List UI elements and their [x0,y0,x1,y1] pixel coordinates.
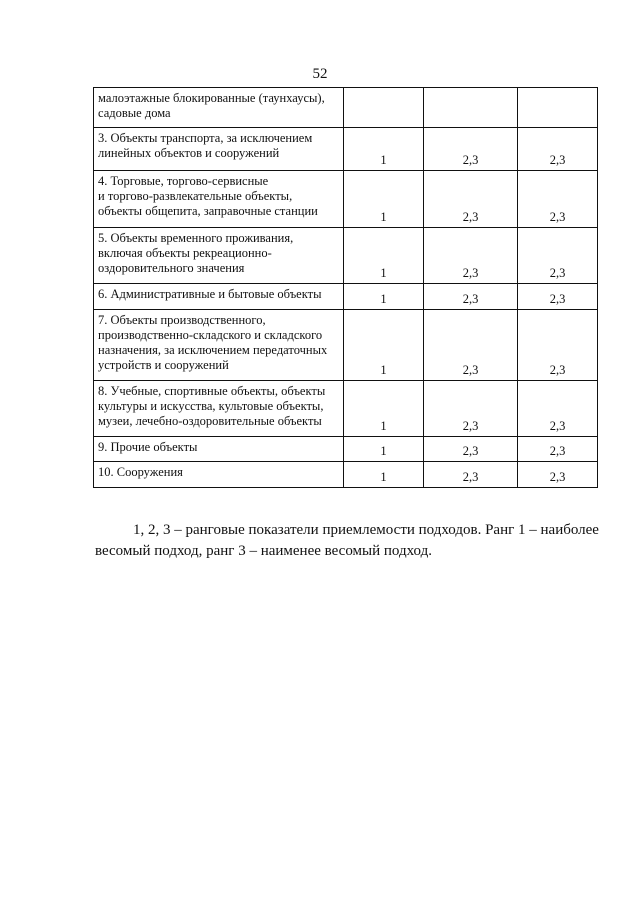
rank-cell: 1 [344,462,424,488]
rank-cell: 2,3 [424,284,518,310]
table-row [94,462,598,488]
rank-cell: 2,3 [424,171,518,228]
rank-cell: 2,3 [518,284,598,310]
table-row [94,284,598,310]
rank-cell: 2,3 [518,381,598,437]
rank-cell: 2,3 [424,310,518,381]
approach-rank-table [93,87,598,488]
page-number: 52 [312,66,328,82]
table-row [94,310,598,381]
rank-cell: 2,3 [518,310,598,381]
rank-cell: 1 [344,381,424,437]
table-row [94,437,598,462]
rank-cell: 2,3 [518,462,598,488]
table-row [94,88,598,128]
object-type-cell: 3. Объекты транспорта, за исключением линейных объектов и сооружений [94,128,344,171]
rank-footnote: 1, 2, 3 – ранговые показатели приемлемости подходов. Ранг 1 – наиболее весомый подход, ранг 3 – наименее весомый подход. [95,522,599,559]
table-row [94,171,598,228]
rank-cell: 2,3 [424,381,518,437]
object-type-cell: 7. Объекты производственного, производственно-складского и складского назначения, за исключением передаточных устройств и сооружений [94,310,344,381]
rank-cell: 1 [344,310,424,381]
rank-cell: 2,3 [424,228,518,284]
rank-cell: 2,3 [424,437,518,462]
object-type-cell: 5. Объекты временного проживания, включая объекты рекреационно- оздоровительного значения [94,228,344,284]
object-type-cell: 10. Сооружения [94,462,344,488]
object-type-cell: малоэтажные блокированные (таунхаусы), садовые дома [94,88,344,128]
rank-cell [344,88,424,128]
rank-cell: 1 [344,128,424,171]
rank-cell: 1 [344,171,424,228]
rank-cell: 2,3 [518,128,598,171]
rank-cell: 2,3 [518,228,598,284]
rank-cell: 1 [344,284,424,310]
rank-cell: 1 [344,228,424,284]
rank-cell: 2,3 [424,128,518,171]
table-row [94,128,598,171]
rank-cell [424,88,518,128]
object-type-cell: 9. Прочие объекты [94,437,344,462]
rank-cell: 2,3 [424,462,518,488]
object-type-cell: 6. Административные и бытовые объекты [94,284,344,310]
rank-cell: 2,3 [518,171,598,228]
rank-cell: 2,3 [518,437,598,462]
object-type-cell: 4. Торговые, торгово-сервисные и торгово-развлекательные объекты, объекты общепита, заправочные станции [94,171,344,228]
table-row [94,381,598,437]
rank-cell: 1 [344,437,424,462]
table-row [94,228,598,284]
rank-cell [518,88,598,128]
object-type-cell: 8. Учебные, спортивные объекты, объекты культуры и искусства, культовые объекты, музеи, лечебно-оздоровительные объекты [94,381,344,437]
